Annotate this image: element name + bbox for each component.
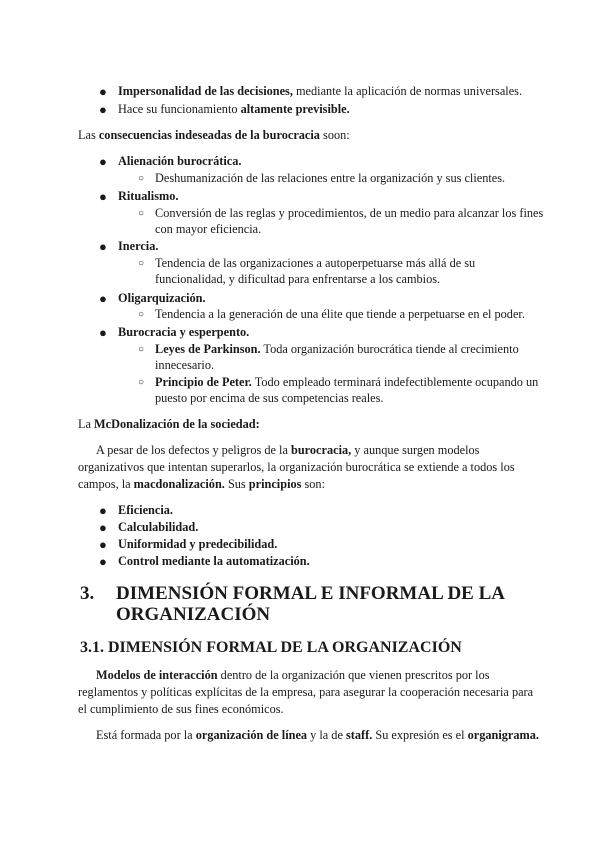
circle-bullet-icon: ○ [138, 258, 145, 269]
bullet-icon: ● [99, 154, 107, 169]
mcd-paragraph-line: organizativos que intentan superarlos, la organización burocrática se extiende a todos los [78, 460, 515, 474]
list-item-title: Alienación burocrática. [118, 154, 242, 168]
list-item: Hace su funcionamiento altamente previsible. [118, 102, 350, 116]
sub-item: Leyes de Parkinson. Toda organización burocrática tiende al crecimiento [155, 342, 519, 356]
list-item-title: Inercia. [118, 239, 159, 253]
principle-item: Eficiencia. [118, 503, 173, 517]
paragraph-line: Modelos de interacción dentro de la organización que vienen prescritos por los [96, 668, 490, 682]
circle-bullet-icon: ○ [138, 208, 145, 219]
circle-bullet-icon: ○ [138, 173, 145, 184]
bullet-icon: ● [99, 554, 107, 569]
section-number: 3. [80, 583, 95, 604]
bullet-icon: ● [99, 537, 107, 552]
bullet-icon: ● [99, 520, 107, 535]
sub-item: Principio de Peter. Todo empleado terminará indefectiblemente ocupando un [155, 375, 539, 389]
principle-item: Uniformidad y predecibilidad. [118, 537, 278, 551]
principle-item: Calculabilidad. [118, 520, 199, 534]
sub-item-cont: puesto por encima de sus competencias reales. [155, 391, 384, 405]
bullet-icon: ● [99, 291, 107, 306]
circle-bullet-icon: ○ [138, 344, 145, 355]
sub-item: Tendencia de las organizaciones a autoperpetuarse más allá de su [155, 256, 476, 270]
subsection-title: 3.1. DIMENSIÓN FORMAL DE LA ORGANIZACIÓN [80, 639, 462, 656]
mcd-paragraph-line: campos, la macdonalización. Sus principios son: [78, 477, 325, 491]
paragraph-line: Está formada por la organización de línea y la de staff. Su expresión es el organigrama. [96, 728, 539, 742]
list-item-title: Oligarquización. [118, 291, 206, 305]
bullet-icon: ● [99, 325, 107, 340]
circle-bullet-icon: ○ [138, 377, 145, 388]
mcd-paragraph-line: A pesar de los defectos y peligros de la burocracia, y aunque surgen modelos [96, 443, 480, 457]
mcd-title: La McDonalización de la sociedad: [78, 417, 260, 431]
section-title-cont: ORGANIZACIÓN [116, 604, 271, 625]
list-item-title: Ritualismo. [118, 189, 179, 203]
bullet-icon: ● [99, 84, 107, 99]
sub-item: Conversión de las reglas y procedimientos, de un medio para alcanzar los fines [155, 206, 544, 220]
paragraph-line: reglamentos y políticas explícitas de la empresa, para asegurar la cooperación necesaria para [78, 685, 534, 699]
sub-item: Tendencia a la generación de una élite que tiende a perpetuarse en el poder. [155, 307, 525, 321]
list-item: Impersonalidad de las decisiones, mediante la aplicación de normas universales. [118, 84, 523, 98]
principle-item: Control mediante la automatización. [118, 554, 310, 568]
consequences-intro: Las consecuencias indeseadas de la burocracia soon: [78, 128, 350, 142]
paragraph-line: el cumplimiento de sus fines económicos. [78, 702, 284, 716]
circle-bullet-icon: ○ [138, 309, 145, 320]
sub-item-cont: con mayor eficiencia. [155, 222, 262, 236]
bullet-icon: ● [99, 189, 107, 204]
bullet-icon: ● [99, 503, 107, 518]
list-item-title: Burocracia y esperpento. [118, 325, 250, 339]
sub-item-cont: innecesario. [155, 358, 215, 372]
sub-item-cont: funcionalidad, y dificultad para enfrentarse a los cambios. [155, 272, 441, 286]
bullet-icon: ● [99, 239, 107, 254]
sub-item: Deshumanización de las relaciones entre la organización y sus clientes. [155, 171, 506, 185]
section-title: DIMENSIÓN FORMAL E INFORMAL DE LA [116, 583, 505, 604]
bullet-icon: ● [99, 102, 107, 117]
